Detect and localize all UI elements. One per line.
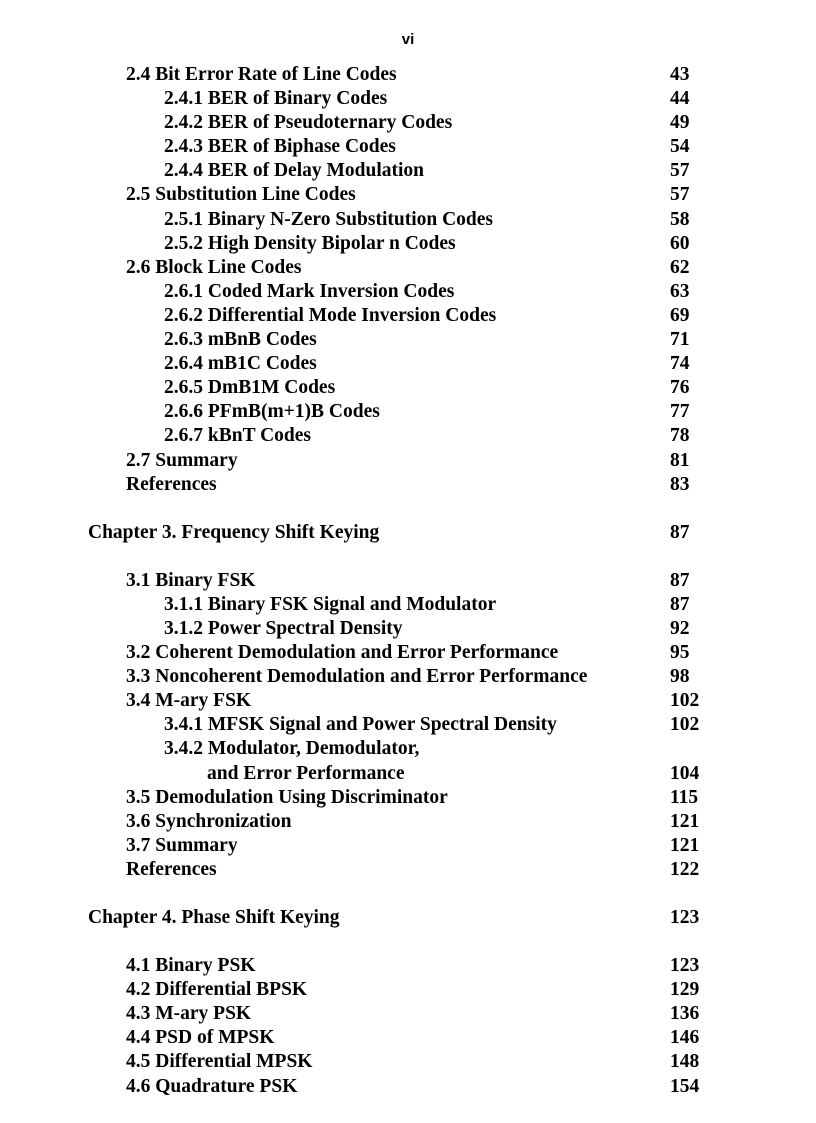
toc-entry[interactable] [0, 834, 816, 858]
toc-entry-title: 2.6.2 Differential Mode Inversion Codes [164, 304, 497, 326]
toc-entry-page: 54 [670, 136, 690, 158]
toc-entry[interactable] [0, 424, 816, 448]
toc-entry[interactable] [0, 617, 816, 641]
toc-entry-page: 123 [670, 907, 700, 928]
toc-entry-page: 122 [670, 858, 700, 880]
toc-entry-title: 2.6.5 DmB1M Codes [164, 377, 336, 399]
toc-entry-title: 3.1.2 Power Spectral Density [164, 617, 403, 639]
toc-entry-page: 77 [670, 401, 690, 423]
toc-entry-title: 4.4 PSD of MPSK [126, 1027, 275, 1049]
toc-entry-page: 123 [670, 955, 700, 977]
toc-entry-page: 121 [670, 810, 700, 832]
toc-entry-title: References [126, 473, 217, 495]
toc-entry-title: 3.4.2 Modulator, Demodulator, [164, 738, 420, 760]
toc-entry[interactable] [0, 183, 816, 207]
toc-entry-page: 104 [670, 762, 700, 784]
toc-entry-page: 78 [670, 425, 690, 447]
toc-entry-title: 2.4 Bit Error Rate of Line Codes [126, 64, 397, 85]
toc-entry-title: 3.2 Coherent Demodulation and Error Performance [126, 642, 559, 664]
toc-entry-title: 3.3 Noncoherent Demodulation and Error Performance [126, 666, 588, 688]
toc-entry[interactable] [0, 280, 816, 304]
toc-entry[interactable] [0, 328, 816, 352]
toc-entry[interactable] [0, 954, 816, 978]
toc-entry-title: 3.6 Synchronization [126, 810, 292, 832]
toc-entry-title: 4.2 Differential BPSK [126, 979, 308, 1001]
page-number: vi [401, 31, 415, 48]
toc-entry[interactable] [0, 665, 816, 689]
toc-entry-title: 4.5 Differential MPSK [126, 1051, 313, 1073]
toc-entry-title: 2.6.3 mBnB Codes [164, 329, 317, 351]
toc-entry-page: 98 [670, 666, 690, 688]
toc-entry[interactable] [0, 352, 816, 376]
toc-entry-title: 3.1.1 Binary FSK Signal and Modulator [164, 593, 497, 615]
toc-entry-title: 2.4.2 BER of Pseudoternary Codes [164, 112, 453, 134]
table-of-contents [0, 63, 816, 1099]
toc-entry-page: 76 [670, 377, 690, 399]
toc-entry-title: 2.6 Block Line Codes [126, 256, 302, 278]
toc-entry-title: 2.4.3 BER of Biphase Codes [164, 136, 396, 158]
toc-entry-page: 44 [670, 88, 690, 110]
toc-entry-title: 2.5.1 Binary N-Zero Substitution Codes [164, 208, 494, 230]
toc-entry-page: 71 [670, 329, 690, 351]
toc-entry-page: 60 [670, 232, 690, 254]
toc-entry-page: 81 [670, 449, 690, 471]
toc-entry[interactable] [0, 256, 816, 280]
toc-entry[interactable] [0, 208, 816, 232]
toc-entry-title: 2.6.1 Coded Mark Inversion Codes [164, 280, 455, 302]
toc-entry-title: 2.5 Substitution Line Codes [126, 184, 356, 206]
toc-entry[interactable] [0, 713, 816, 737]
toc-entry-title: 2.7 Summary [126, 449, 238, 471]
toc-entry-page: 87 [670, 593, 690, 615]
toc-entry-page: 115 [670, 786, 699, 808]
toc-entry-title: 4.6 Quadrature PSK [126, 1075, 298, 1097]
toc-entry-page: 102 [670, 714, 700, 736]
toc-entry[interactable] [0, 232, 816, 256]
toc-entry-title: 2.6.4 mB1C Codes [164, 353, 317, 375]
toc-entry-page: 62 [670, 256, 690, 278]
toc-entry-title: References [126, 858, 217, 880]
toc-entry[interactable] [0, 1050, 816, 1074]
toc-entry-page: 74 [670, 353, 690, 375]
toc-entry[interactable] [0, 978, 816, 1002]
toc-entry-page: 83 [670, 473, 690, 495]
toc-entry-page: 129 [670, 979, 700, 1001]
toc-entry-title: 2.5.2 High Density Bipolar n Codes [164, 232, 456, 254]
toc-entry-page: 121 [670, 834, 700, 856]
toc-entry-title: 2.4.1 BER of Binary Codes [164, 88, 388, 110]
toc-entry[interactable] [0, 400, 816, 424]
toc-entry-page: 148 [670, 1051, 700, 1073]
toc-entry-title: 3.1 Binary FSK [126, 569, 256, 591]
toc-entry[interactable] [0, 135, 816, 159]
toc-entry-title: 4.1 Binary PSK [126, 955, 256, 977]
toc-entry[interactable] [0, 569, 816, 593]
toc-entry[interactable] [0, 87, 816, 111]
toc-entry[interactable] [0, 1075, 816, 1099]
toc-entry[interactable] [0, 63, 816, 87]
toc-entry-title: 2.6.7 kBnT Codes [164, 425, 312, 447]
toc-entry-page: 95 [670, 642, 690, 664]
toc-entry-title: Chapter 3. Frequency Shift Keying [88, 521, 380, 543]
toc-entry[interactable] [0, 304, 816, 328]
toc-entry[interactable] [0, 449, 816, 473]
toc-entry[interactable] [0, 810, 816, 834]
toc-entry[interactable] [0, 786, 816, 810]
toc-entry-page: 58 [670, 208, 690, 230]
toc-entry[interactable] [0, 159, 816, 183]
toc-entry[interactable] [0, 473, 816, 497]
toc-entry[interactable] [0, 858, 816, 882]
toc-entry-page: 57 [670, 160, 690, 182]
toc-entry-continuation[interactable] [0, 762, 816, 786]
toc-entry-title: 3.4 M-ary FSK [126, 690, 252, 712]
toc-entry-page: 63 [670, 280, 690, 302]
toc-entry[interactable] [0, 737, 816, 761]
toc-entry-page: 92 [670, 617, 690, 639]
toc-entry[interactable] [0, 593, 816, 617]
toc-entry-page: 136 [670, 1003, 700, 1025]
toc-entry-title: 3.5 Demodulation Using Discriminator [126, 786, 448, 808]
toc-entry[interactable] [0, 689, 816, 713]
toc-chapter-heading[interactable] [0, 521, 816, 545]
toc-entry[interactable] [0, 641, 816, 665]
toc-entry-page: 57 [670, 184, 690, 206]
toc-entry[interactable] [0, 1002, 816, 1026]
toc-entry-page: 87 [670, 569, 690, 591]
toc-entry-page: 154 [670, 1075, 700, 1097]
toc-entry-page: 87 [670, 521, 690, 543]
toc-entry-page: 69 [670, 304, 690, 326]
toc-entry[interactable] [0, 376, 816, 400]
toc-entry[interactable] [0, 111, 816, 135]
toc-entry-title: 3.7 Summary [126, 834, 238, 856]
toc-entry[interactable] [0, 1026, 816, 1050]
toc-entry-title: 3.4.1 MFSK Signal and Power Spectral Density [164, 714, 557, 736]
toc-entry-page: 49 [670, 112, 690, 134]
toc-entry-title: 2.6.6 PFmB(m+1)B Codes [164, 401, 380, 423]
toc-entry-title: 4.3 M-ary PSK [126, 1003, 252, 1025]
toc-entry-page: 146 [670, 1027, 700, 1049]
toc-entry-page: 102 [670, 690, 700, 712]
toc-entry-page: 43 [670, 64, 690, 85]
toc-chapter-heading[interactable] [0, 906, 816, 930]
toc-entry-title: Chapter 4. Phase Shift Keying [88, 907, 340, 928]
toc-entry-title: 2.4.4 BER of Delay Modulation [164, 160, 425, 182]
toc-entry-title: and Error Performance [207, 762, 405, 784]
